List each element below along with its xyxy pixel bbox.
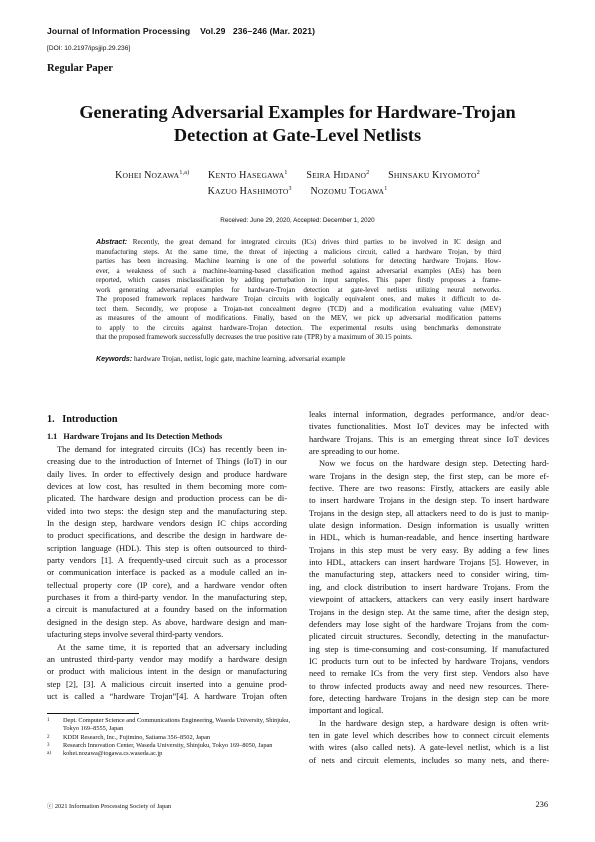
abstract-line: that the proposed framework successfully decreases the true positive rate (TPR) by a maximum of 30.15 points. bbox=[96, 333, 413, 341]
text-line: devices at low cost, has resulted in them becoming more com- bbox=[47, 481, 287, 492]
text-line: to throw infected products away and need new resources. There- bbox=[309, 680, 549, 691]
text-line: or communication interface is packed as a module called an in- bbox=[47, 567, 287, 578]
text-line: creasing due to the introduction of Internet of Things (IoT) in our bbox=[47, 456, 287, 467]
footnotes bbox=[47, 717, 292, 758]
doi: [DOI: 10.2197/ipsjjip.29.236] bbox=[47, 45, 131, 52]
title-line-1: Generating Adversarial Examples for Hardware-Trojan bbox=[79, 102, 516, 122]
footnote bbox=[47, 717, 292, 734]
body-right-column bbox=[309, 408, 549, 766]
author: NOZOMU TOGAWA$^1$ bbox=[310, 186, 388, 197]
footnote-mark: 3 bbox=[47, 742, 50, 748]
text-line: in HDL, which is human-readable, and hence inserting hardware bbox=[309, 532, 549, 543]
footnote-text: kohei.nozawa@togawa.cs.waseda.ac.jp bbox=[63, 750, 163, 758]
keywords bbox=[96, 355, 501, 363]
author-list bbox=[40, 168, 555, 200]
text-line: the manufacturing step, attackers need to consider wiring, tim- bbox=[309, 569, 549, 580]
abstract-line: manufacturing steps. At the same time, the threat of injecting a malicious circuit, called a hardware Trojan, by third bbox=[96, 247, 501, 256]
text-line: ulate design information. Design information is usually written bbox=[309, 520, 549, 531]
text-line: ufacturing steps involve several third-party vendors. bbox=[47, 629, 224, 640]
keywords-label: Keywords: bbox=[96, 355, 133, 363]
footnote-text: Dept. Computer Science and Communications Engineering, Waseda University, Shinjuku, Tokyo 169–8555, Japan bbox=[63, 717, 291, 733]
abstract-line: parties has been increasing. Machine learning is one of the powerful solutions for detecting hardware Trojans. How- bbox=[96, 257, 501, 265]
abstract-line: reported, which causes misclassification by adding perturbation in input samples. This paper firstly proposes a frame- bbox=[96, 276, 501, 284]
text-line: defenders may lose sight of the hardware Trojans from the com- bbox=[309, 618, 549, 629]
journal-name: Journal of Information Processing bbox=[47, 26, 191, 36]
text-line: viewpoint of attackers, attackers can very easily insert hardware bbox=[309, 594, 549, 605]
keywords-text: hardware Trojan, netlist, logic gate, machine learning, adversarial example bbox=[133, 355, 346, 363]
text-line: or product with malicious intent in the design or manufacturing bbox=[47, 666, 287, 677]
text-line: purchases it from a third-party vendor. In the manufacturing step, bbox=[47, 592, 287, 603]
text-line: are spreading to our home. bbox=[309, 446, 400, 457]
author: SHINSAKU KIYOMOTO$^2$ bbox=[388, 170, 480, 181]
abstract-line: ever, a weakness of such a machine-learning-based classification method against adversarial examples (AEs) has been bbox=[96, 266, 501, 275]
paper-title bbox=[40, 101, 555, 147]
footnote bbox=[47, 734, 292, 742]
text-line: ing step is time-consuming and cost-consuming. If manufactured bbox=[309, 643, 549, 654]
author: SEIRA HIDANO$^2$ bbox=[306, 170, 370, 181]
text-line: Trojans in the design step, all attackers need to do is just to manip- bbox=[309, 507, 549, 518]
text-line: scription language (HDL). This step is often outsourced to third- bbox=[47, 542, 287, 553]
received-dates: Received: June 29, 2020, Accepted: December 1, 2020 bbox=[220, 217, 375, 224]
footnote-mark: a) bbox=[47, 751, 51, 757]
text-line: At the same time, it is reported that an adversary including bbox=[57, 641, 287, 652]
text-line: ware Trojans in the design step, the first step, can be more ef- bbox=[309, 470, 549, 481]
abstract-line: The proposed framework replaces hardware Trojan circuits with logically equivalent ones, and makes it difficult to de- bbox=[96, 295, 501, 303]
text-line: uct is called a “hardware Trojan”[4]. A hardware Trojan often bbox=[47, 690, 287, 701]
text-line: leaks internal information, degrades performance, and/or deac- bbox=[309, 409, 549, 419]
footnote-text: Research Innovation Center, Waseda University, Shinjuku, Tokyo 169–8050, Japan bbox=[63, 741, 273, 749]
abstract-line: as measures of the amount of modifications. Finally, based on the MEV, we pick up adversarial modification patterns bbox=[96, 314, 501, 322]
text-line: with wires (also called nets). A gate-level netlist, which is a list bbox=[309, 742, 549, 753]
text-line: an untrusted third-party vendor may modify a hardware design bbox=[47, 653, 287, 664]
text-line: In the design step, hardware vendors design IC chips according bbox=[47, 518, 287, 529]
author-row-2 bbox=[40, 184, 555, 200]
subsection-heading: 1.1 Hardware Trojans and Its Detection Methods bbox=[47, 432, 223, 441]
text-line: to product specifications, and describe the design in hardware de- bbox=[47, 530, 287, 541]
title-line-2: Detection at Gate-Level Netlists bbox=[173, 125, 422, 145]
text-line: Trojans in the design step. At the same time, after the design step, bbox=[309, 606, 549, 617]
text-line: designed in the design step. As above, hardware design and man- bbox=[47, 616, 287, 627]
journal-volume: Vol.29 bbox=[200, 26, 226, 36]
text-line: daily lives. In order to effectively design and produce hardware bbox=[47, 468, 287, 479]
journal-header bbox=[47, 26, 315, 36]
section-heading: 1. Introduction bbox=[47, 414, 118, 425]
abstract-line: Abstract: Recently, the great demand for integrated circuits (ICs) drives third parties to be involved in IC design and bbox=[96, 238, 501, 246]
text-line: ten in gate level which describes how to connect circuit elements bbox=[309, 729, 549, 740]
text-line: into HDL, attackers can insert hardware Trojans [5]. However, in bbox=[309, 557, 549, 568]
text-line: Trojans in this step must be very easy. By adding a few lines bbox=[309, 544, 549, 555]
text-line: fore, detecting hardware Trojans in the design step can be more bbox=[309, 692, 549, 703]
text-line: vided into two steps: the design step and the manufacturing step. bbox=[47, 505, 287, 516]
text-line: In the hardware design step, a hardware design is often writ- bbox=[319, 717, 549, 728]
text-line: ing, and clock distribution to insert hardware Trojans. From the bbox=[309, 581, 549, 592]
author: KENTO HASEGAWA$^1$ bbox=[208, 170, 288, 181]
text-line: IC products turn out to be infected by hardware Trojans, vendors bbox=[309, 655, 549, 666]
page-number: 236 bbox=[535, 800, 548, 809]
author: KOHEI NOZAWA$^{1,a)}$ bbox=[115, 170, 190, 181]
text-line: step [2], [3]. A malicious circuit inserted into a genuine prod- bbox=[47, 678, 287, 689]
text-line: hardware Trojans. This is an emerging threat since IoT devices bbox=[309, 433, 549, 444]
text-line: Now we focus on the hardware design step. Detecting hard- bbox=[319, 458, 549, 469]
text-line: important and logical. bbox=[309, 705, 384, 716]
footnote-mark: 2 bbox=[47, 734, 50, 740]
footnote-divider bbox=[47, 713, 139, 714]
text-line: of nets and circuit elements, includes so many nets, and there- bbox=[309, 754, 549, 765]
text-line: The demand for integrated circuits (ICs) has recently been in- bbox=[57, 444, 287, 454]
body-left-column bbox=[47, 443, 287, 702]
journal-pages-date: 236–246 (Mar. 2021) bbox=[232, 26, 316, 36]
text-line: need to remake ICs from the very first step. Vendors also have bbox=[309, 668, 549, 679]
author: KAZUO HASHIMOTO$^3$ bbox=[207, 186, 292, 197]
text-line: to insert hardware Trojans in the design step. To insert hardware bbox=[309, 495, 549, 506]
text-line: party vendors [1]. A frequently-used circuit such as a processor bbox=[47, 555, 287, 566]
footnote bbox=[47, 742, 292, 750]
footnote-mark: 1 bbox=[47, 718, 50, 723]
text-line: plicated. The hardware design and production process can be di- bbox=[47, 493, 287, 504]
footnote bbox=[47, 750, 292, 758]
text-line: fective. There are two reasons: Firstly, attackers are easily able bbox=[309, 483, 549, 494]
footnote-text: KDDI Research, Inc., Fujimino, Saitama 356–8502, Japan bbox=[63, 733, 211, 741]
text-line: a circuit is manufactured at a foundry based on the information bbox=[47, 604, 287, 615]
abstract-line: tect them. Secondly, we propose a Trojan-net concealment degree (TCD) and a modification evaluating value (MEV) bbox=[96, 304, 501, 313]
text-line: tellectual property core (IP core), and a hardware vendor often bbox=[47, 579, 287, 590]
abstract bbox=[96, 238, 501, 343]
paper-type: Regular Paper bbox=[47, 63, 114, 74]
copyright-notice: ⓒ 2021 Information Processing Society of Japan bbox=[47, 803, 172, 810]
abstract-line: work generating adversarial examples for hardware-Trojan detection at gate-level netlists utilizing neural networks. bbox=[96, 285, 501, 294]
author-row-1 bbox=[40, 168, 555, 184]
text-line: plicated circuit structures. Secondly, detecting in the manufactur- bbox=[309, 631, 549, 642]
text-line: tivates functionalities. Most IoT devices may be infected with bbox=[309, 421, 549, 432]
abstract-line: to apply to the circuits against hardware-Trojan detection. The experimental results using benchmarks demonstrate bbox=[96, 323, 501, 332]
abstract-label: Abstract: bbox=[96, 238, 128, 246]
